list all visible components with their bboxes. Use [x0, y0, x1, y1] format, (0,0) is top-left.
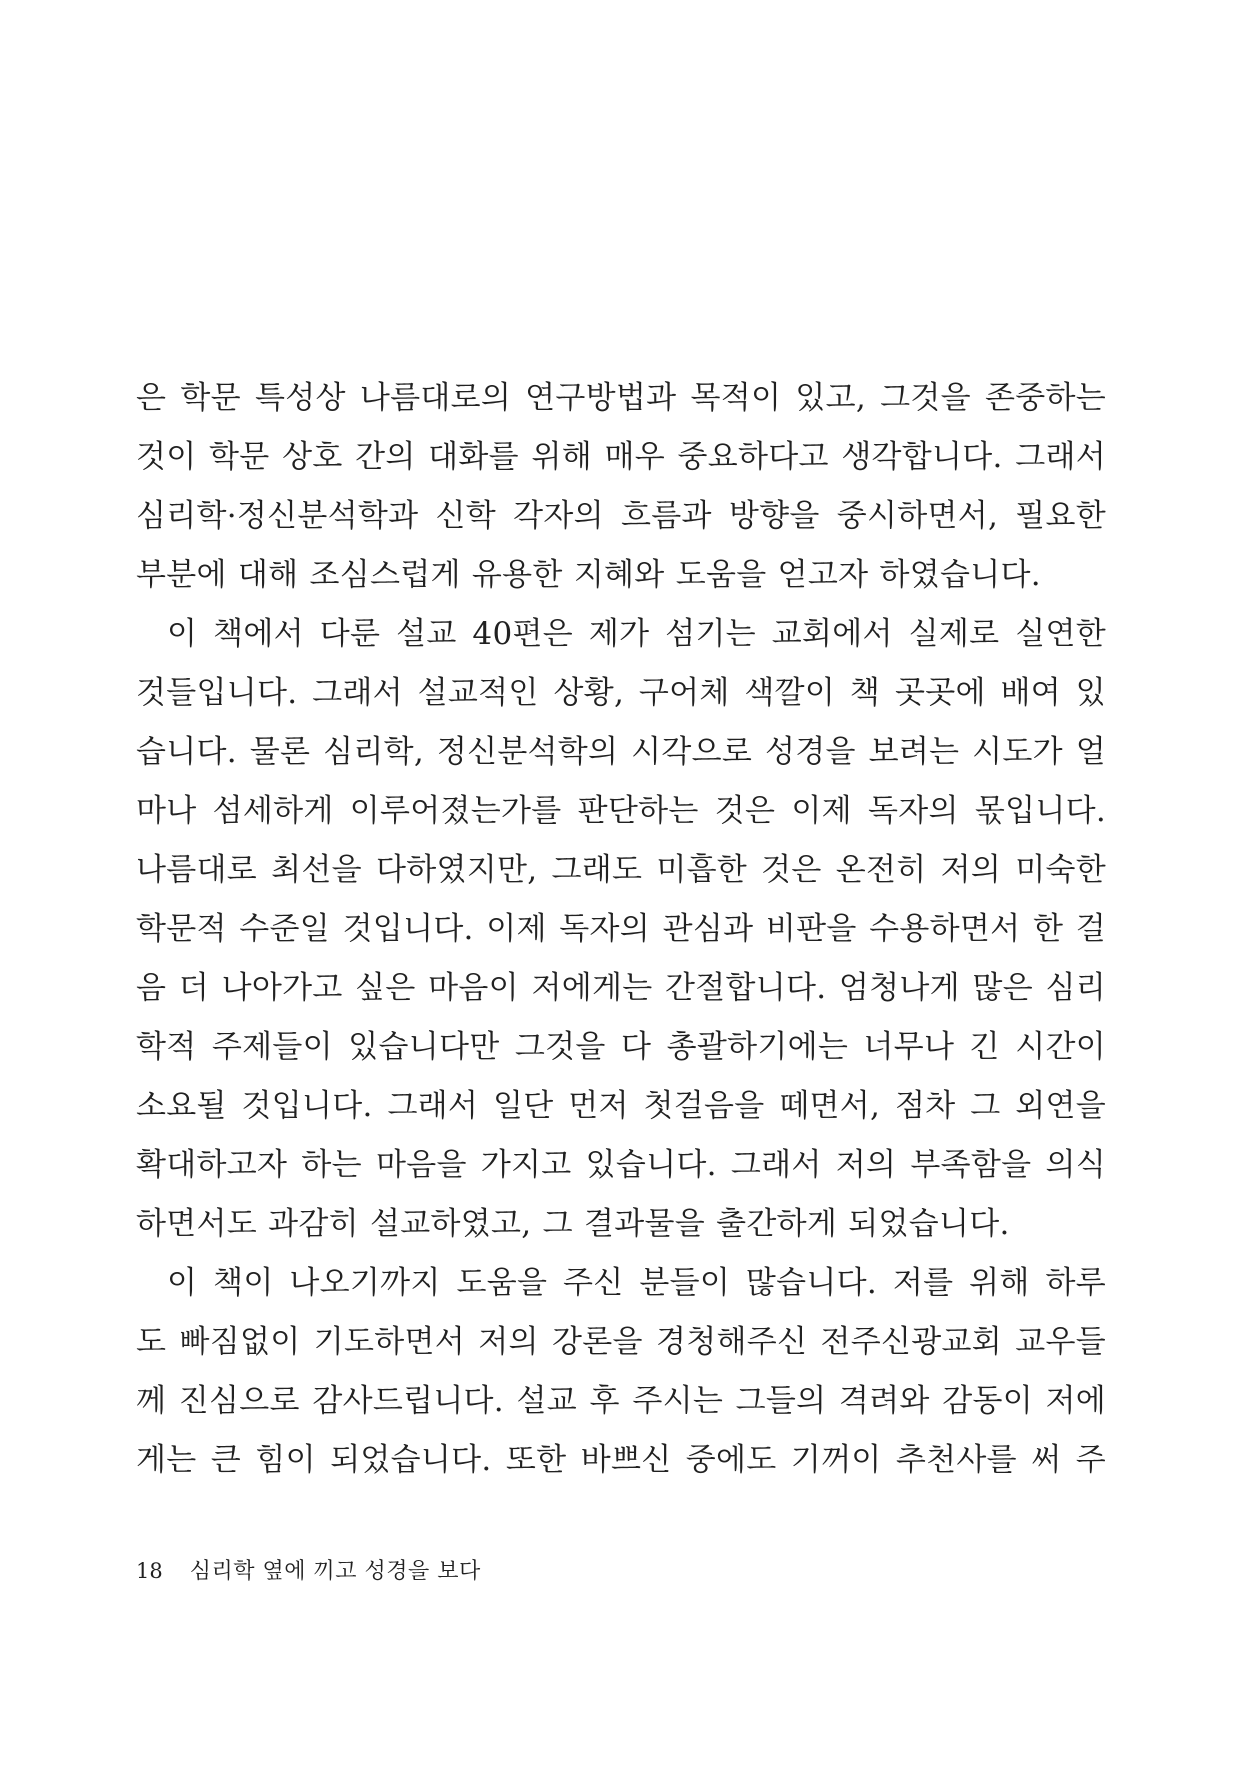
text-line: 음 더 나아가고 싶은 마음이 저에게는 간절합니다. 엄청나게 많은 심리	[136, 970, 1106, 1006]
text-line: 학문적 수준일 것입니다. 이제 독자의 관심과 비판을 수용하면서 한 걸	[136, 911, 1106, 947]
running-title: 심리학 옆에 끼고 성경을 보다	[189, 1559, 481, 1584]
text-line: 학적 주제들이 있습니다만 그것을 다 총괄하기에는 너무나 긴 시간이	[136, 1029, 1106, 1065]
text-line: 하면서도 과감히 설교하였고, 그 결과물을 출간하게 되었습니다.	[136, 1206, 1010, 1242]
paragraph	[136, 1254, 1106, 1490]
text-line: 이 책이 나오기까지 도움을 주신 분들이 많습니다. 저를 위해 하루	[167, 1265, 1106, 1301]
text-line: 확대하고자 하는 마음을 가지고 있습니다. 그래서 저의 부족함을 의식	[136, 1147, 1106, 1183]
text-line: 부분에 대해 조심스럽게 유용한 지혜와 도움을 얻고자 하였습니다.	[136, 557, 1041, 593]
text-line: 도 빠짐없이 기도하면서 저의 강론을 경청해주신 전주신광교회 교우들	[136, 1324, 1106, 1360]
body-text-block	[136, 369, 1106, 1490]
text-line: 습니다. 물론 심리학, 정신분석학의 시각으로 성경을 보려는 시도가 얼	[136, 734, 1106, 770]
text-line: 은 학문 특성상 나름대로의 연구방법과 목적이 있고, 그것을 존중하는	[136, 380, 1106, 416]
paragraph	[136, 369, 1106, 605]
text-line: 게는 큰 힘이 되었습니다. 또한 바쁘신 중에도 기꺼이 추천사를 써 주	[136, 1442, 1106, 1478]
text-line: 것들입니다. 그래서 설교적인 상황, 구어체 색깔이 책 곳곳에 배여 있	[136, 675, 1106, 711]
text-line: 심리학·정신분석학과 신학 각자의 흐름과 방향을 중시하면서, 필요한	[136, 498, 1106, 534]
text-line: 나름대로 최선을 다하였지만, 그래도 미흡한 것은 온전히 저의 미숙한	[136, 852, 1106, 888]
text-line: 소요될 것입니다. 그래서 일단 먼저 첫걸음을 떼면서, 점차 그 외연을	[136, 1088, 1106, 1124]
text-line: 것이 학문 상호 간의 대화를 위해 매우 중요하다고 생각합니다. 그래서	[136, 439, 1106, 475]
page-number: 18	[136, 1559, 163, 1583]
text-line: 께 진심으로 감사드립니다. 설교 후 주시는 그들의 격려와 감동이 저에	[136, 1383, 1106, 1419]
paragraph	[136, 605, 1106, 1254]
text-line: 마나 섬세하게 이루어졌는가를 판단하는 것은 이제 독자의 몫입니다.	[136, 793, 1106, 829]
text-line: 이 책에서 다룬 설교 40편은 제가 섬기는 교회에서 실제로 실연한	[167, 616, 1106, 652]
page-footer	[136, 1556, 481, 1587]
